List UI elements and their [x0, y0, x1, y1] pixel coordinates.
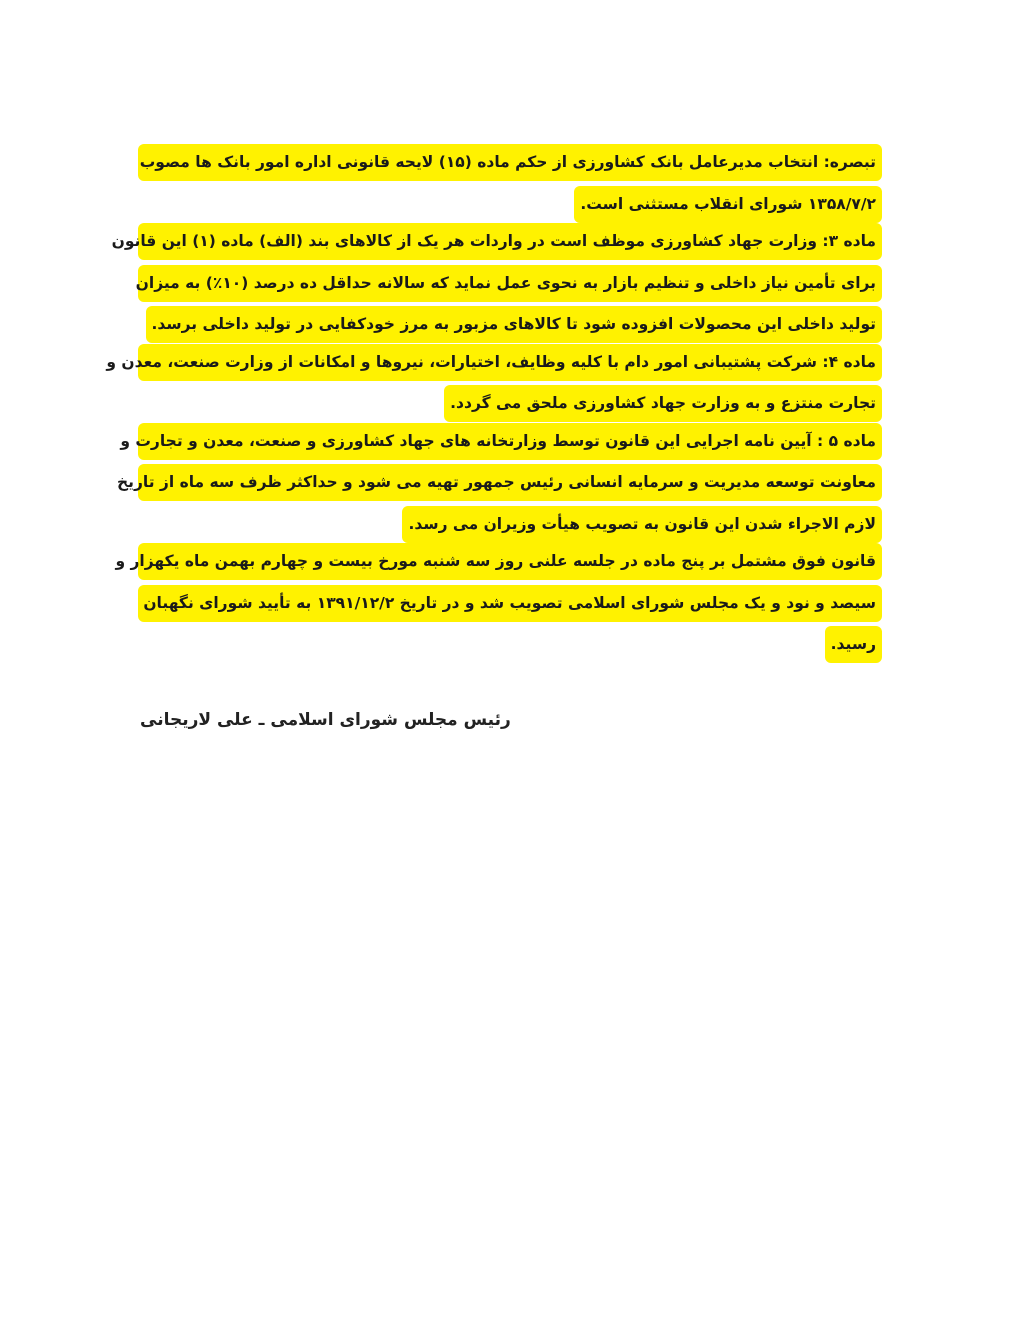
law-text-body [106, 140, 882, 660]
text-line [138, 502, 882, 540]
highlighted-text: ماده ۴: شرکت پشتیبانی امور دام با کلیه وظایف، اختیارات، نیروها و امکانات از وزارت صنعت، معدن و [138, 344, 882, 381]
highlighted-text: سیصد و نود و یک مجلس شورای اسلامی تصویب شد و در تاریخ ۱۳۹۱/۱۲/۲ به تأیید شورای نگهبان [138, 585, 882, 622]
highlighted-text: تبصره: انتخاب مدیرعامل بانک کشاورزی از حکم ماده (۱۵) لایحه قانونی اداره امور بانک ها مصوب [138, 144, 882, 181]
text-line [138, 622, 882, 660]
text-line [138, 585, 882, 623]
text-line [116, 464, 882, 502]
text-line [120, 423, 882, 461]
text-line [138, 182, 882, 220]
text-line [135, 265, 882, 303]
highlighted-text: ماده ۳: وزارت جهاد کشاورزی موظف است در واردات هر یک از کالاهای بند (الف) ماده (۱) این قانون [138, 223, 882, 260]
highlighted-text: ۱۳۵۸/۷/۲ شورای انقلاب مستثنی است. [574, 186, 882, 223]
text-line [115, 543, 882, 581]
highlighted-text: تولید داخلی این محصولات افزوده شود تا کالاهای مزبور به مرز خودکفایی در تولید داخلی برسد. [146, 306, 882, 343]
highlighted-text: قانون فوق مشتمل بر پنج ماده در جلسه علنی روز سه شنبه مورخ بیست و چهارم بهمن ماه یکهزار و [138, 543, 882, 580]
text-line [111, 223, 882, 261]
text-line [106, 344, 882, 382]
text-line [138, 144, 882, 182]
text-line [138, 302, 882, 340]
highlighted-text: برای تأمین نیاز داخلی و تنظیم بازار به نحوی عمل نماید که سالانه حداقل ده درصد (۱۰٪) به میزان [138, 265, 882, 302]
highlighted-text: معاونت توسعه مدیریت و سرمایه انسانی رئیس جمهور تهیه می شود و حداکثر ظرف سه ماه از تاریخ [138, 464, 882, 501]
signature-line: رئیس مجلس شورای اسلامی ـ علی لاریجانی [140, 710, 511, 730]
highlighted-text: ماده ۵ : آیین نامه اجرایی این قانون توسط وزارتخانه های جهاد کشاورزی و صنعت، معدن و تجارت و [138, 423, 882, 460]
highlighted-text: تجارت منتزع و به وزارت جهاد کشاورزی ملحق می گردد. [444, 385, 882, 422]
highlighted-text: لازم الاجراء شدن این قانون به تصویب هیأت وزیران می رسد. [402, 506, 882, 543]
text-line [138, 381, 882, 419]
highlighted-text: رسید. [825, 626, 882, 663]
